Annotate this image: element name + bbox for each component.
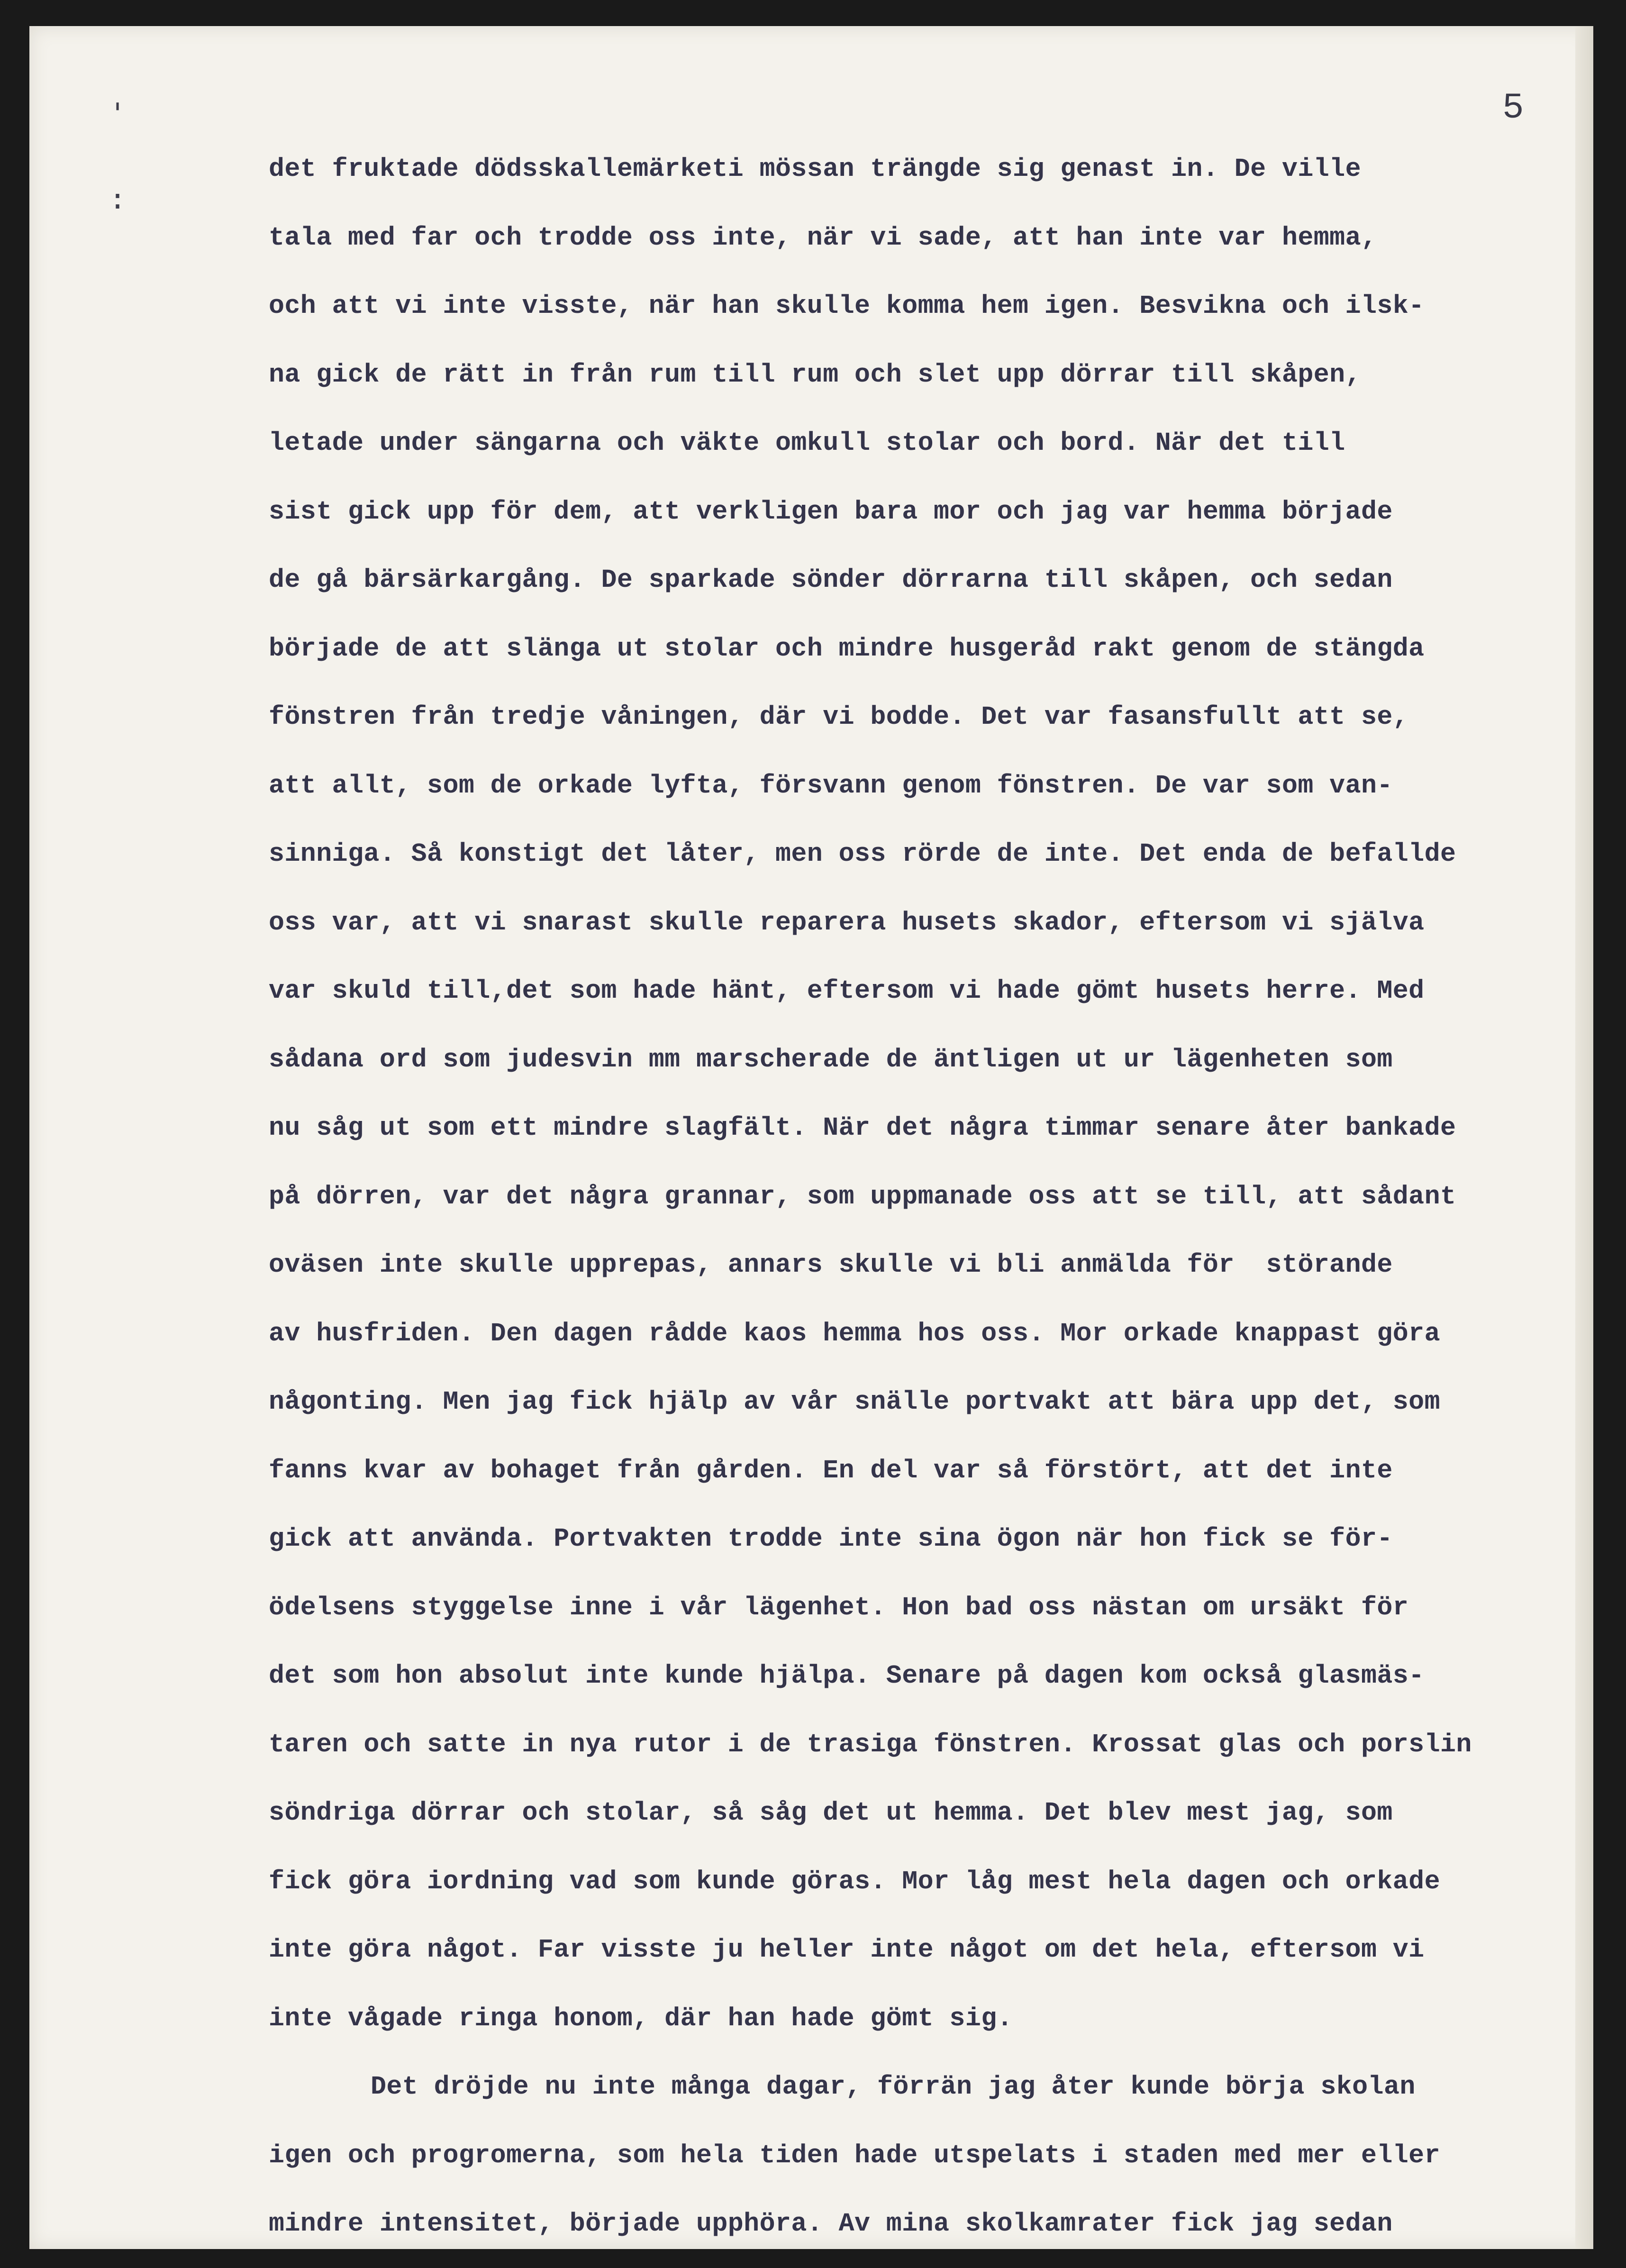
text-line: fick göra iordning vad som kunde göras. Mor låg mest hela dagen och orkade (269, 1866, 1440, 1896)
paragraph-1 (269, 135, 1591, 2053)
text-line: började de att slänga ut stolar och mindre husgeråd rakt genom de stängda (269, 633, 1425, 664)
text-line: oss var, att vi snarast skulle reparera husets skador, eftersom vi själva (269, 907, 1425, 938)
text-line: nu såg ut som ett mindre slagfält. När det några timmar senare åter bankade (269, 1113, 1456, 1143)
text-line: mindre intensitet, började upphöra. Av mina skolkamrater fick jag sedan (269, 2209, 1393, 2239)
text-line: av husfriden. Den dagen rådde kaos hemma hos oss. Mor orkade knappast göra (269, 1318, 1440, 1348)
text-line: gick att använda. Portvakten trodde inte sina ögon när hon fick se för- (269, 1524, 1393, 1554)
text-line: tala med far och trodde oss inte, när vi sade, att han inte var hemma, (269, 222, 1377, 253)
text-line: Det dröjde nu inte många dagar, förrän jag åter kunde börja skolan (371, 2072, 1416, 2102)
text-line: na gick de rätt in från rum till rum och slet upp dörrar till skåpen, (269, 359, 1361, 390)
text-line: att allt, som de orkade lyfta, försvann genom fönstren. De var som van- (269, 770, 1393, 801)
text-line: och att vi inte visste, när han skulle komma hem igen. Besvikna och ilsk- (269, 291, 1425, 321)
text-line: söndriga dörrar och stolar, så såg det ut hemma. Det blev mest jag, som (269, 1798, 1393, 1828)
text-line: det fruktade dödsskallemärketi mössan trängde sig genast in. De ville (269, 154, 1361, 184)
text-line: sist gick upp för dem, att verkligen bara mor och jag var hemma började (269, 496, 1393, 527)
text-line: var skuld till,det som hade hänt, eftersom vi hade gömt husets herre. Med (269, 976, 1425, 1006)
text-line: fanns kvar av bohaget från gården. En del var så förstört, att det inte (269, 1455, 1393, 1485)
text-line: oväsen inte skulle upprepas, annars skulle vi bli anmälda för störande (269, 1250, 1393, 1280)
text-line: ödelsens styggelse inne i vår lägenhet. Hon bad oss nästan om ursäkt för (269, 1592, 1409, 1622)
text-line: igen och progromerna, som hela tiden hade utspelats i staden med mer eller (269, 2140, 1440, 2170)
text-line: sådana ord som judesvin mm marscherade de äntligen ut ur lägenheten som (269, 1044, 1393, 1075)
text-line: någonting. Men jag fick hjälp av vår snälle portvakt att bära upp det, som (269, 1387, 1440, 1417)
page-number: 5 (1502, 88, 1524, 128)
text-line: taren och satte in nya rutor i de trasiga fönstren. Krossat glas och porslin (269, 1729, 1472, 1759)
text-line: sinniga. Så konstigt det låter, men oss rörde de inte. Det enda de befallde (269, 839, 1456, 869)
margin-mark-top: ' (109, 97, 127, 130)
typed-text-body (269, 135, 1591, 2259)
text-line: fönstren från tredje våningen, där vi bodde. Det var fasansfullt att se, (269, 702, 1409, 732)
margin-mark-colon: : (109, 182, 127, 216)
paragraph-2 (269, 2053, 1591, 2259)
text-line: inte göra något. Far visste ju heller inte något om det hela, eftersom vi (269, 1935, 1425, 1965)
text-line: det som hon absolut inte kunde hjälpa. Senare på dagen kom också glasmäs- (269, 1661, 1425, 1691)
text-line: inte vågade ringa honom, där han hade gömt sig. (269, 2003, 1013, 2033)
text-line: på dörren, var det några grannar, som uppmanade oss att se till, att sådant (269, 1181, 1456, 1211)
text-line: letade under sängarna och väkte omkull stolar och bord. När det till (269, 428, 1345, 458)
text-line: de gå bärsärkargång. De sparkade sönder dörrarna till skåpen, och sedan (269, 565, 1393, 595)
document-page (29, 26, 1593, 2249)
